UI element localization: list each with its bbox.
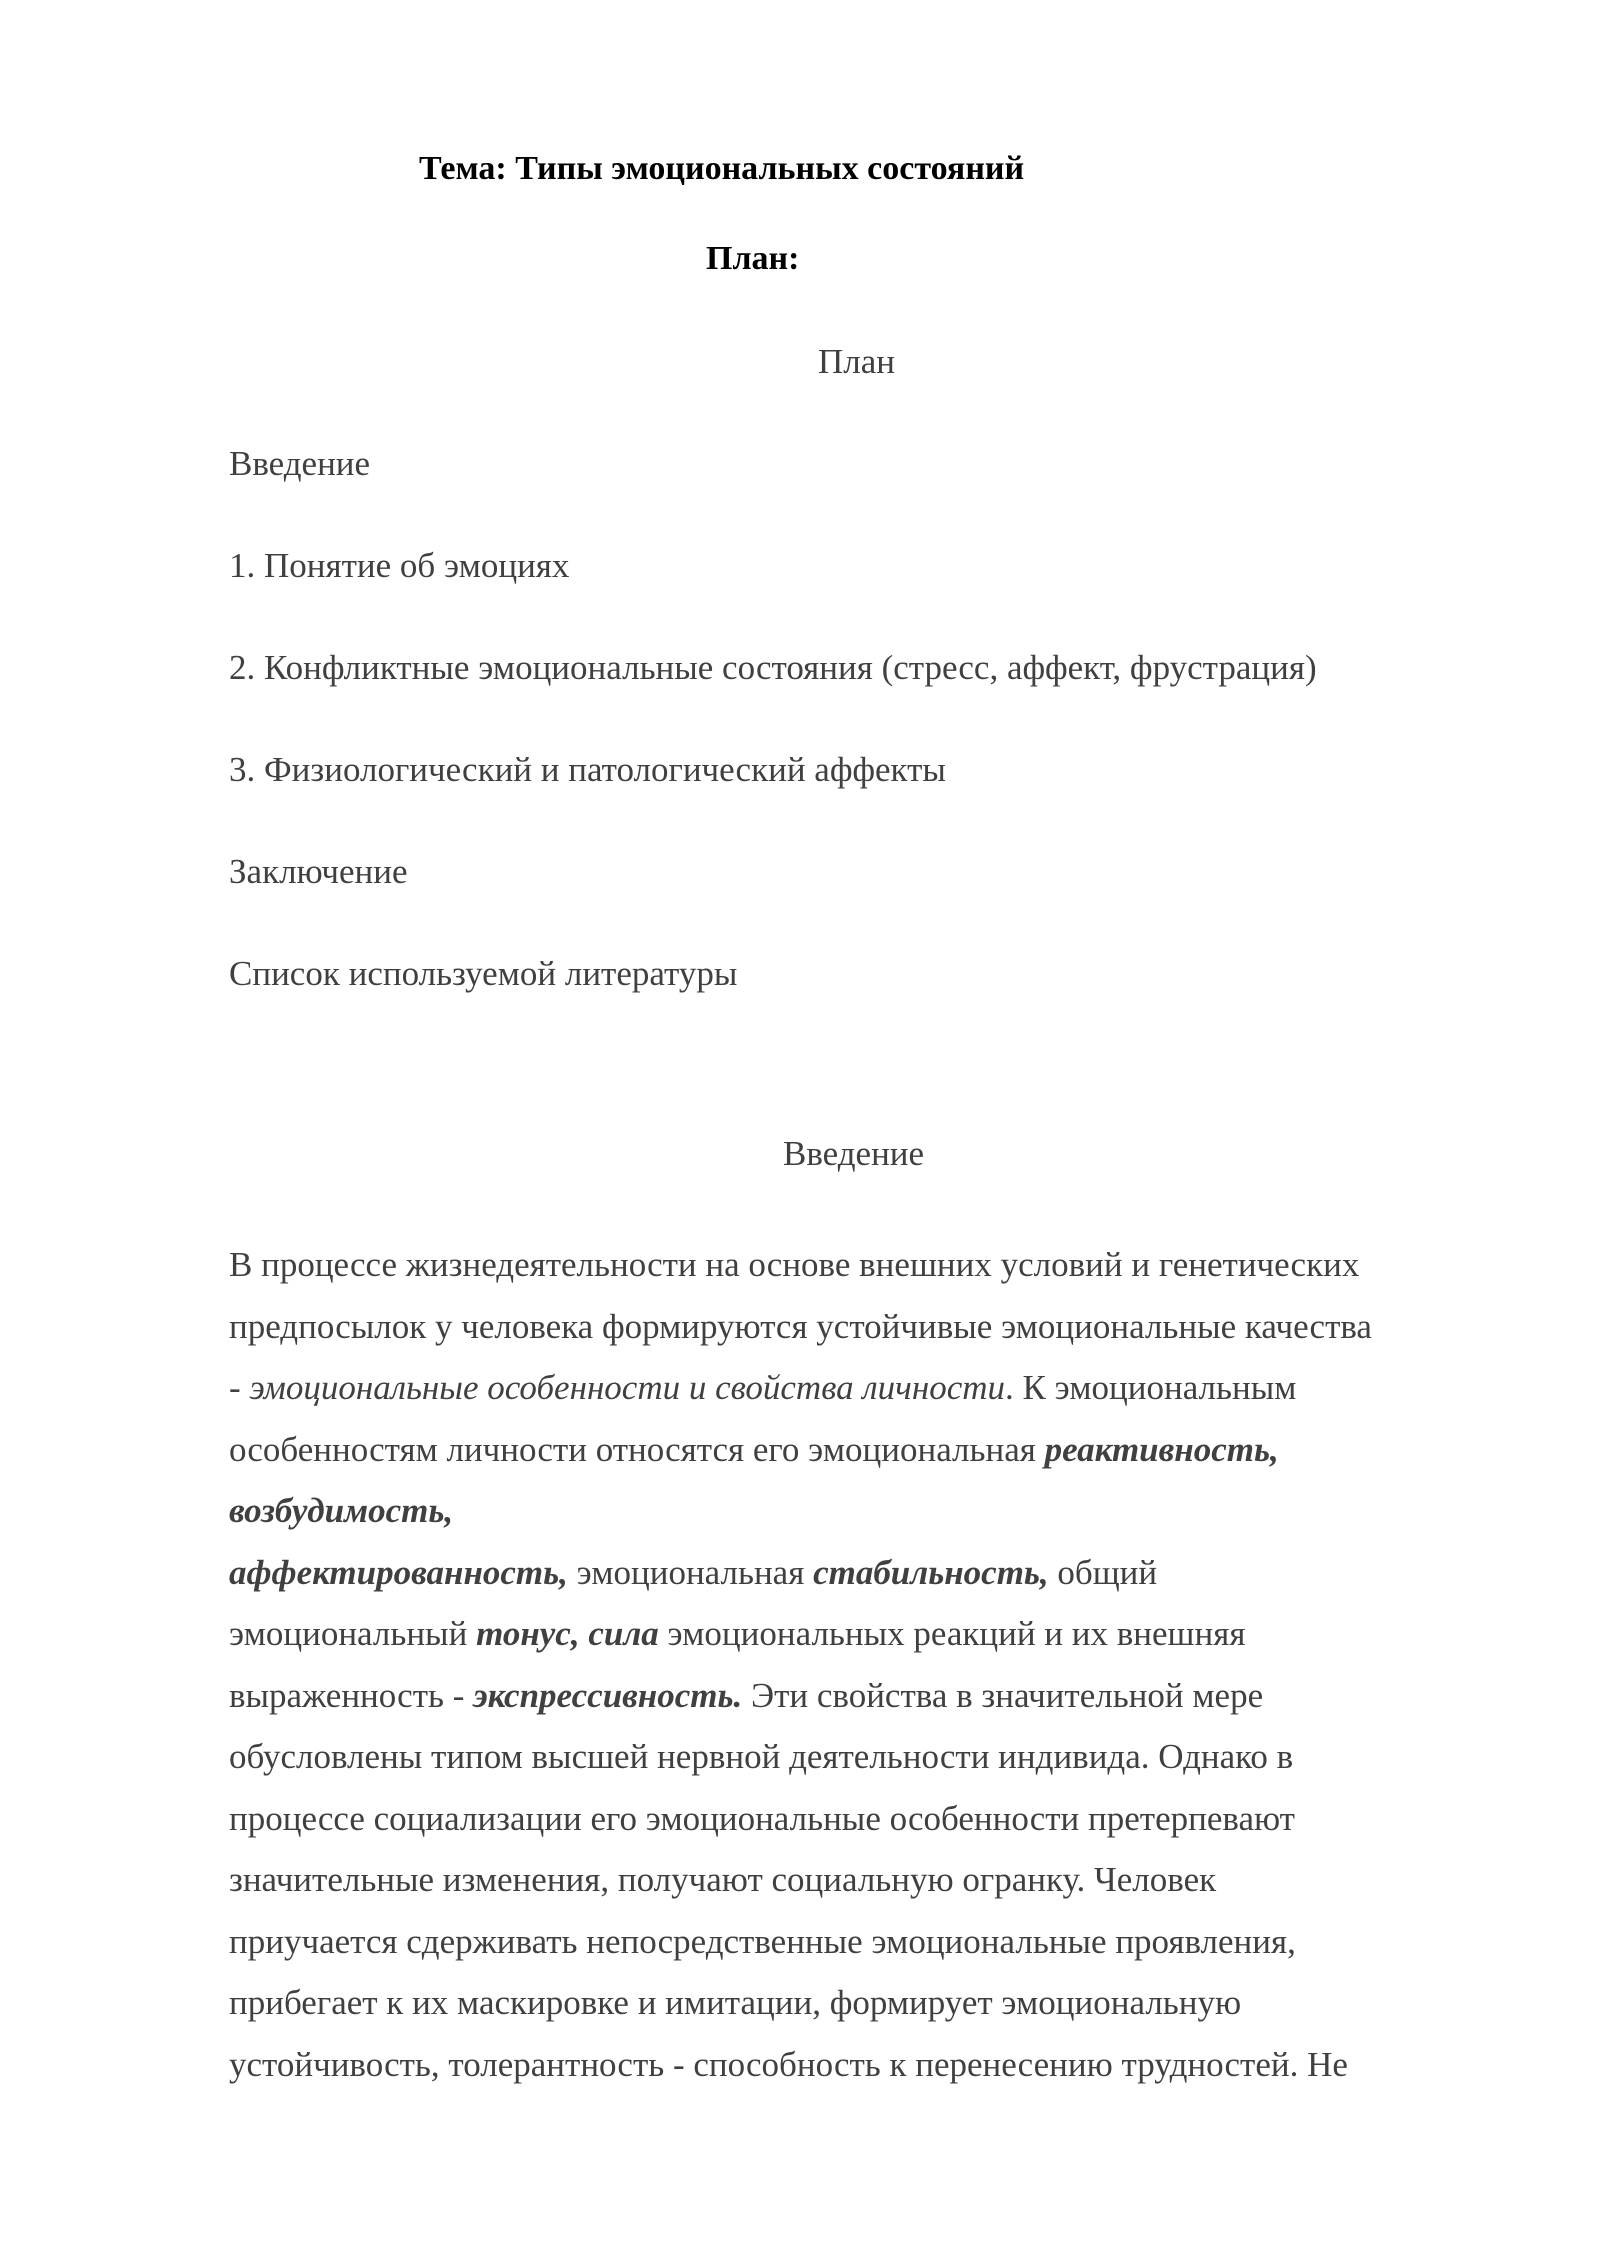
plan-item-references: Список используемой литературы [229, 954, 738, 993]
paragraph-line [229, 1357, 1489, 1419]
bold-italic-term: тонус, сила [476, 1614, 659, 1653]
paragraph-line: процессе социализации его эмоциональные особенности претерпевают [229, 1798, 1295, 1838]
paragraph-line [229, 1542, 1489, 1604]
paragraph-line: обусловлены типом высшей нервной деятельности индивида. Однако в [229, 1737, 1294, 1776]
topic-title: Тема: Типы эмоциональных состояний [419, 150, 1025, 187]
text-run: общий [1048, 1552, 1158, 1592]
text-run: выраженность - [229, 1675, 474, 1715]
plan-item-1: 1. Понятие об эмоциях [229, 546, 570, 585]
paragraph-line: приучается сдерживать непосредственные эмоциональные проявления, [229, 1921, 1296, 1961]
text-run: эмоциональных реакций и их внешняя [658, 1614, 1246, 1653]
plan-item-3: 3. Физиологический и патологический аффекты [229, 750, 946, 789]
italic-term: эмоциональные особенности и свойства личности [249, 1368, 1006, 1407]
paragraph-line [229, 1603, 1489, 1665]
text-run: эмоциональная [567, 1552, 814, 1592]
paragraph-line: В процессе жизнедеятельности на основе внешних условий и генетических [229, 1245, 1360, 1284]
bold-italic-term: стабильность, [813, 1552, 1049, 1592]
plan-item-2: 2. Конфликтные эмоциональные состояния (стресс, аффект, фрустрация) [229, 648, 1317, 687]
text-run: эмоциональный [229, 1614, 477, 1653]
paragraph-line [229, 1419, 1489, 1481]
introduction-paragraph [229, 1234, 1489, 2095]
paragraph-line: устойчивость, толерантность - способность к перенесению трудностей. Не [229, 2044, 1348, 2084]
text-run: особенностям личности относятся его эмоциональная [229, 1429, 1045, 1469]
plan-heading: План [818, 342, 896, 381]
text-run: . К эмоциональным [1005, 1368, 1297, 1407]
plan-label: План: [706, 240, 800, 277]
text-run: - [229, 1368, 250, 1407]
paragraph-line: значительные изменения, получают социальную огранку. Человек [229, 1860, 1217, 1899]
text-run: Эти свойства в значительной мере [742, 1675, 1264, 1715]
paragraph-line [229, 1480, 1489, 1542]
plan-item-introduction: Введение [229, 444, 371, 483]
bold-italic-term: реактивность, [1044, 1429, 1279, 1469]
paragraph-line [229, 1665, 1489, 1727]
plan-item-conclusion: Заключение [229, 852, 408, 891]
introduction-heading: Введение [783, 1134, 925, 1173]
bold-italic-term: аффектированность, [229, 1552, 568, 1592]
paragraph-line: прибегает к их маскировке и имитации, формирует эмоциональную [229, 1983, 1242, 2022]
bold-italic-term: возбудимость, [229, 1491, 454, 1530]
paragraph-line: предпосылок у человека формируются устойчивые эмоциональные качества [229, 1306, 1372, 1346]
plan-list [229, 444, 1317, 1056]
bold-italic-term: экспрессивность. [473, 1675, 743, 1715]
